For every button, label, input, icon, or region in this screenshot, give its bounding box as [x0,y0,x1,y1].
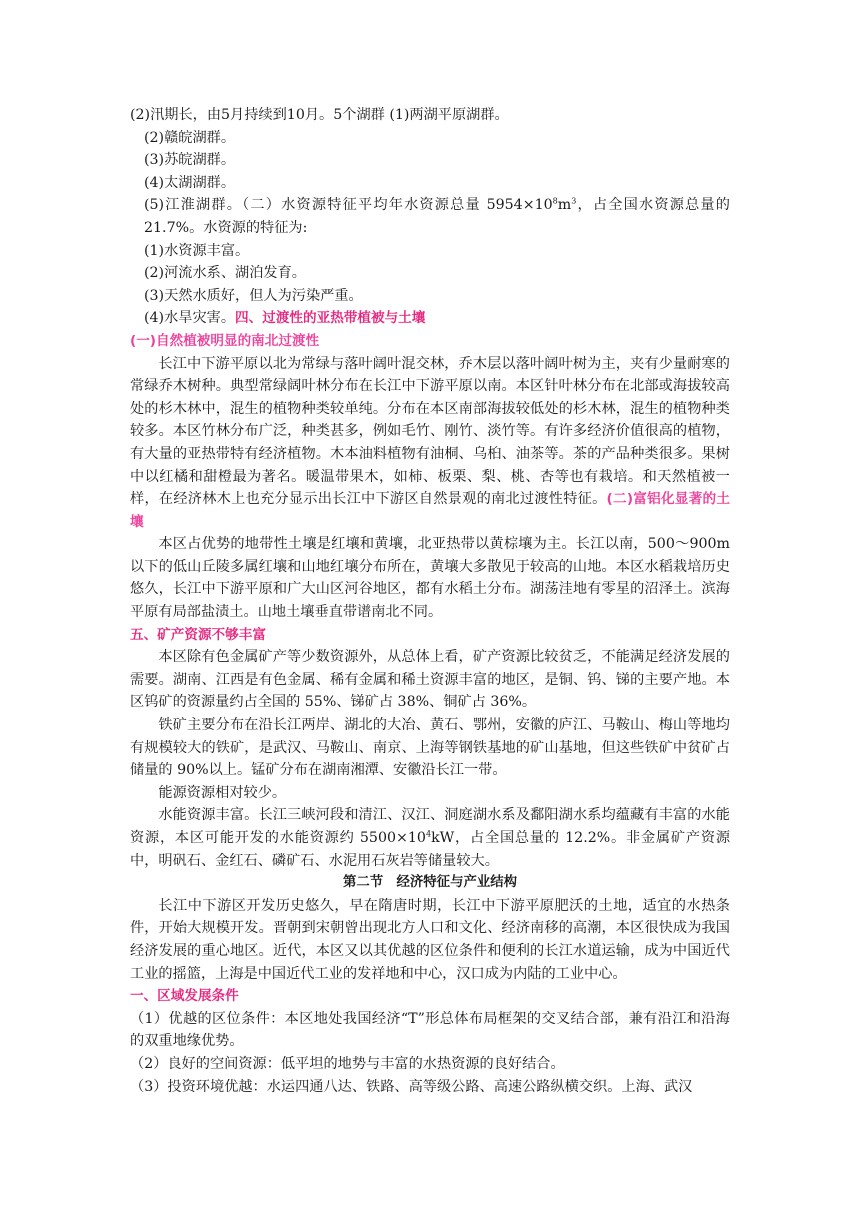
list-item: (1)水资源丰富。 [144,242,250,259]
section-title: 第二节 经济特征与产业结构 [342,875,518,891]
list-item: （3）投资环境优越：水运四通八达、铁路、高等级公路、高速公路纵横交织。上海、武汉 [130,1078,693,1095]
paragraph-soil: 本区占优势的地带性土壤是红壤和黄壤，北亚热带以黄棕壤为主。长江以南，500～900m以下的低山丘陵多属红壤和山地红壤分布所在，黄壤大多散见于较高的山地。本区水稻栽培历史悠久，长江中下游平原和广大山区河谷地区，都有水稻土分布。湖荡洼地有零星的沼泽土。滨海平原有局部盐渍土。山地土壤垂直带谱南北不同。 [130,536,730,621]
text-span: 长江中下游平原以北为常绿与落叶阔叶混交林，乔木层以落叶阔叶树为主，夹有少量耐寒的常绿乔木树种。典型常绿阔叶林分布在长江中下游平原以南。本区针叶林分布在北部或海拔较高处的杉木林中，混生的植物种类较单纯。分布在本区南部海拔较低处的杉木林，混生的植物种类较多。本区竹林分布广泛，种类甚多，例如毛竹、刚竹、淡竹等。有许多经济价值很高的植物，有大量的亚热带特有经济植物。木本油料植物有油桐、乌桕、油茶等。茶的产品种类很多。果树中以红橘和甜橙最为著名。暖温带果木，如柿、板栗、梨、桃、杏等也有栽培。和天然植被一样，在经济林木上也充分显示出长江中下游区自然景观的南北过渡性特征。 [130,355,730,508]
paragraph-energy: 能源资源相对较少。 [158,784,287,801]
text-span: kW，占全国总量的 12.2%。非金属矿产资源中，明矾石、金红石、磷矿石、水泥用石灰岩等储量较大。 [130,830,731,869]
heading-section-5: 五、矿产资源不够丰富 [130,626,266,643]
text-span: 水能资源丰富。长江三峡河段和清江、汉江、洞庭湖水系及鄱阳湖水系均蕴藏有丰富的水能资源，本区可能开发的水能资源约 5500×10 [130,807,730,846]
paragraph-water-total [130,194,730,239]
heading-section-1: 一、区域发展条件 [130,988,239,1005]
text-span: (5)江淮湖群。（二）水资源特征平均年水资源总量 5954×10 [144,197,553,214]
list-item: (2)赣皖湖群。 [144,129,236,146]
list-item: (4)太湖湖群。 [144,174,236,191]
paragraph-vegetation [130,353,730,534]
superscript: 8 [552,196,558,206]
paragraph-history: 长江中下游区开发历史悠久，早在隋唐时期，长江中下游平原肥沃的土地，适宜的水热条件，开始大规模开发。晋朝到宋朝曾出现北方人口和文化、经济南移的高潮，本区很快成为我国经济发展的重心地区。近代，本区又以其优越的区位条件和便利的长江水道运输，成为中国近代工业的摇篮，上海是中国近代工业的发祥地和中心，汉口成为内陆的工业中心。 [130,897,730,982]
list-item: （2）良好的空间资源：低平坦的地势与丰富的水热资源的良好结合。 [130,1055,565,1072]
subheading-soil: (二)富铝化显著的土壤 [130,491,730,530]
list-item: (3)苏皖湖群。 [144,152,236,169]
subheading-vegetation: (一)自然植被明显的南北过渡性 [130,332,320,349]
paragraph-minerals-2: 铁矿主要分布在沿长江两岸、湖北的大冶、黄石、鄂州，安徽的庐江、马鞍山、梅山等地均有规模较大的铁矿，是武汉、马鞍山、南京、上海等钢铁基地的矿山基地，但这些铁矿中贫矿占储量的 90%以上。锰矿分布在湖南湘潭、安徽沿长江一带。 [130,717,730,779]
text-line: (2)汛期长，由5月持续到10月。5个湖群 (1)两湖平原湖群。 [130,107,509,123]
list-item: (3)天然水质好，但人为污染严重。 [144,287,363,304]
heading-section-4: 四、过渡性的亚热带植被与土壤 [235,310,426,327]
text-span: (4)水旱灾害。 [144,310,236,327]
text-span: m [557,197,572,214]
superscript: 4 [425,829,432,839]
list-item: （1）优越的区位条件：本区地处我国经济“T”形总体布局框架的交叉结合部，兼有沿江和沿海的双重地缘优势。 [130,1010,730,1050]
paragraph-minerals-1: 本区除有色金属矿产等少数资源外，从总体上看，矿产资源比较贫乏，不能满足经济发展的需要。湖南、江西是有色金属、稀有金属和稀土资源丰富的地区，是铜、钨、锑的主要产地。本区钨矿的资源量约占全国的 55%、锑矿占 38%、铜矿占 36%。 [130,649,730,711]
list-item [130,307,730,330]
superscript: 3 [571,196,577,206]
list-item: (2)河流水系、湖泊发育。 [144,265,306,282]
text-span: ，占全国水资源总量的 21.7%。水资源的特征为: [144,197,730,236]
document-page [130,104,730,1098]
paragraph-hydro [130,804,730,872]
